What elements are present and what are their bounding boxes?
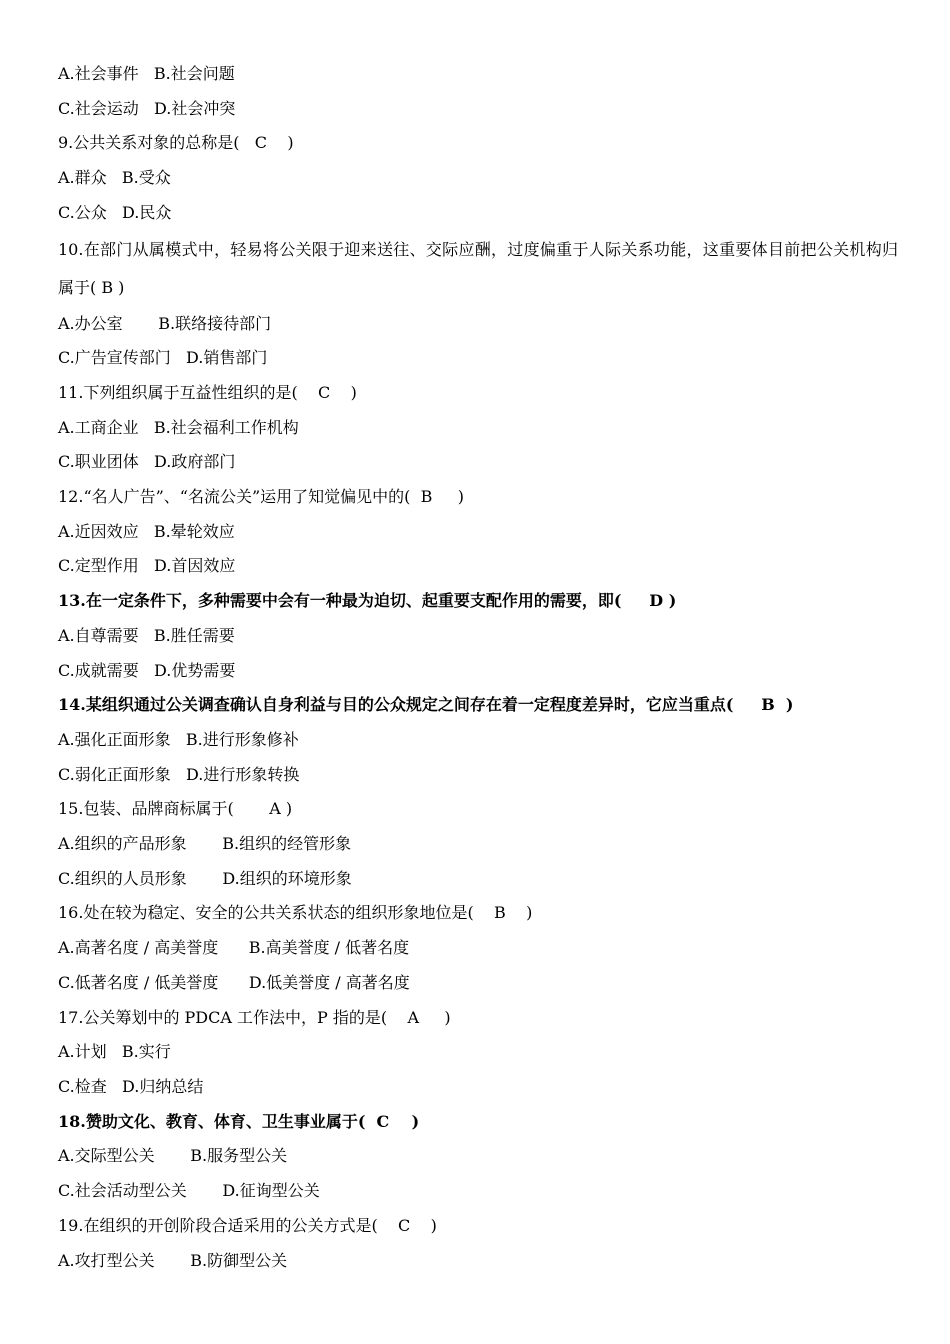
text-line: 17.公关筹划中的 PDCA 工作法中，P 指的是( A ) [58,1007,451,1027]
text-line: A.组织的产品形象 B.组织的经管形象 [58,834,352,854]
text-line: 10.在部门从属模式中，轻易将公关限于迎来送往、交际应酬，过度偏重于人际关系功能，这重要体目前把公关机构归属于( B ) [58,239,898,297]
document-page [58,57,898,1278]
text-line: C.职业团体 D.政府部门 [58,452,236,472]
text-line: 9.公共关系对象的总称是( C ) [58,133,294,153]
text-line: C.低著名度 / 低美誉度 D.低美誉度 / 高著名度 [58,972,410,992]
text-line: A.办公室 B.联络接待部门 [58,313,272,333]
text-line: C.社会活动型公关 D.征询型公关 [58,1181,320,1201]
text-line: A.计划 B.实行 [58,1042,171,1062]
text-line: A.群众 B.受众 [58,168,171,188]
text-line: 19.在组织的开创阶段合适采用的公关方式是( C ) [58,1215,437,1235]
text-line: 18.赞助文化、教育、体育、卫生事业属于( C ) [58,1111,420,1131]
text-line: C.检查 D.归纳总结 [58,1076,204,1096]
text-line: A.社会事件 B.社会问题 [58,64,235,83]
text-line: C.组织的人员形象 D.组织的环境形象 [58,868,352,888]
text-line: C.社会运动 D.社会冲突 [58,98,236,118]
text-line: C.广告宣传部门 D.销售部门 [58,348,268,368]
text-line: C.公众 D.民众 [58,202,172,222]
text-line: C.成就需要 D.优势需要 [58,660,236,680]
text-line: A.强化正面形象 B.进行形象修补 [58,729,299,749]
text-line: 11.下列组织属于互益性组织的是( C ) [58,382,357,402]
text-line: C.弱化正面形象 D.进行形象转换 [58,764,300,784]
text-line: C.定型作用 D.首因效应 [58,556,236,576]
text-line: A.攻打型公关 B.防御型公关 [58,1250,288,1270]
text-line: 15.包装、品牌商标属于( A ) [58,799,293,819]
text-line: A.自尊需要 B.胜任需要 [58,625,235,645]
text-line: A.工商企业 B.社会福利工作机构 [58,417,299,437]
text-line: 14.某组织通过公关调查确认自身利益与目的公众规定之间存在着一定程度差异时，它应当重点( B ) [58,695,794,715]
text-line: A.高著名度 / 高美誉度 B.高美誉度 / 低著名度 [58,938,410,958]
text-line: 12.“名人广告”、“名流公关”运用了知觉偏见中的( B ) [58,487,465,507]
text-line: A.近因效应 B.晕轮效应 [58,521,235,541]
text-line: 16.处在较为稳定、安全的公共关系状态的组织形象地位是( B ) [58,903,533,923]
text-line: 13.在一定条件下，多种需要中会有一种最为迫切、起重要支配作用的需要，即( D ) [58,591,677,611]
text-line: A.交际型公关 B.服务型公关 [58,1146,288,1166]
